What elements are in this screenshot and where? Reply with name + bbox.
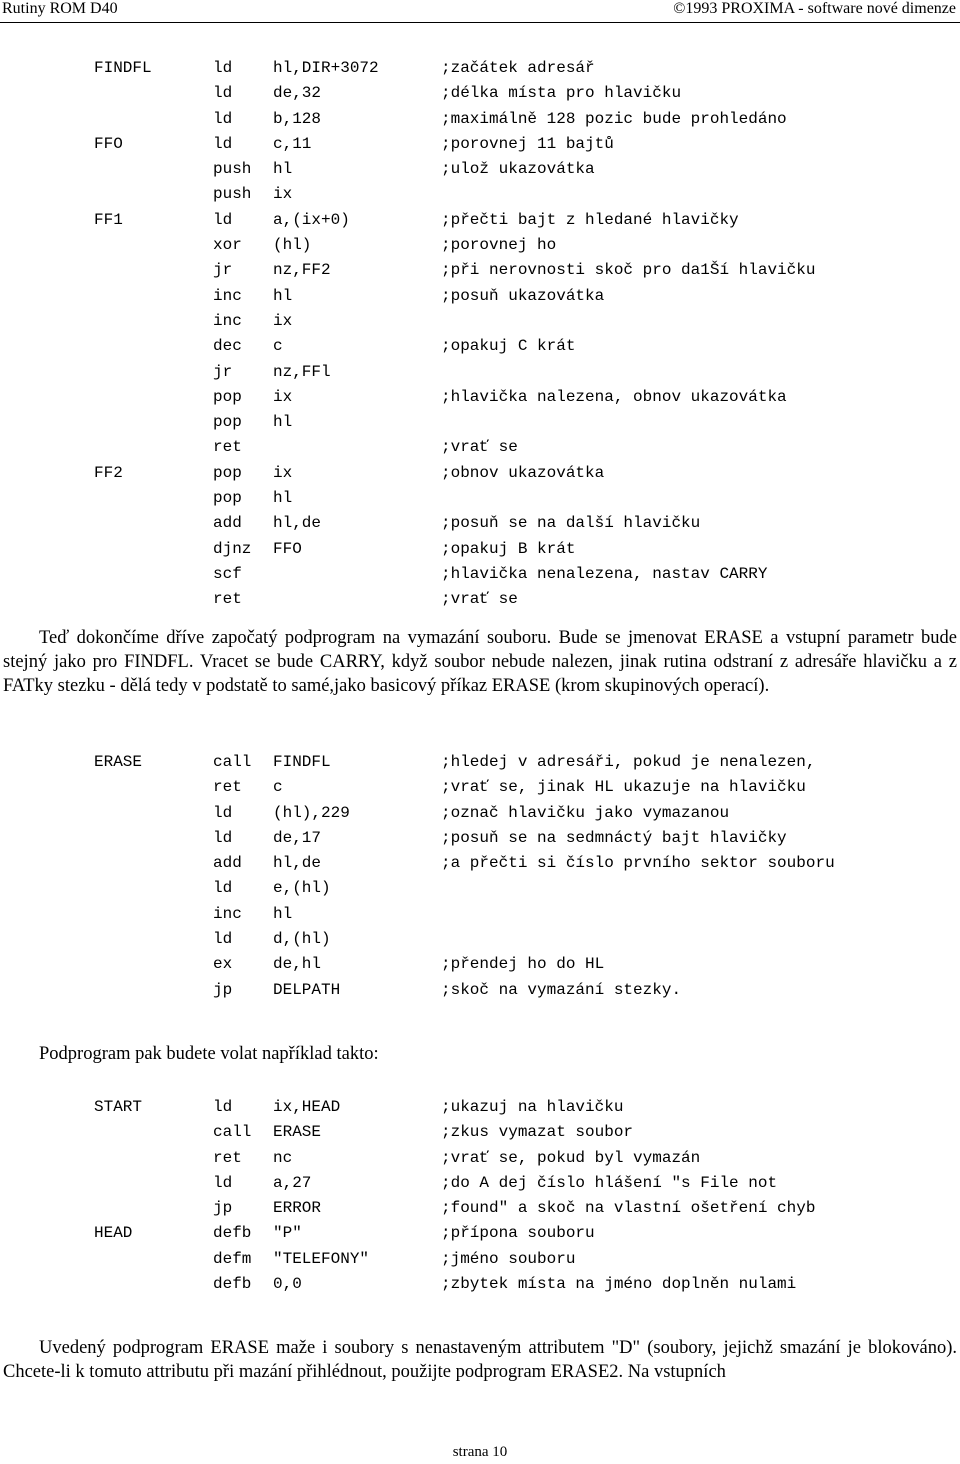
code-comment: ;zbytek místa na jméno doplněn nulami: [441, 1275, 797, 1294]
code-line: [0, 184, 960, 209]
paragraph-erase2: [3, 1336, 957, 1384]
code-label: FINDFL: [94, 59, 152, 77]
code-comment: ;přendej ho do HL: [441, 955, 605, 974]
code-label: FFO: [94, 134, 123, 153]
code-line: [0, 1198, 960, 1223]
code-opcode: ld: [213, 1173, 233, 1192]
code-opcode: ret: [213, 1148, 242, 1167]
code-line: [0, 1148, 960, 1173]
code-operand: de,32: [273, 84, 322, 103]
code-line: [0, 853, 960, 878]
code-line: [0, 828, 960, 853]
code-line: [0, 904, 960, 929]
code-operand: ix: [273, 463, 293, 482]
code-line: [0, 564, 960, 589]
code-opcode: dec: [213, 337, 242, 356]
code-operand: ix: [273, 387, 293, 406]
code-operand: ix,HEAD: [273, 1098, 341, 1116]
code-line: [0, 1223, 960, 1248]
code-block-findfl: [0, 58, 960, 615]
paragraph-erase-intro: [3, 626, 957, 698]
code-line: [0, 412, 960, 437]
code-opcode: ret: [213, 590, 242, 609]
code-line: [0, 286, 960, 311]
code-operand: nc: [273, 1148, 293, 1167]
code-operand: (hl): [273, 236, 312, 255]
code-line: [0, 58, 960, 83]
code-comment: ;a přečti si číslo prvního sektor souboru: [441, 854, 835, 873]
header-title: Rutiny ROM D40: [2, 0, 118, 17]
code-comment: ;vrať se, jinak HL ukazuje na hlavičku: [441, 778, 806, 797]
code-line: [0, 513, 960, 538]
paragraph-text: Teď dokončíme dříve započatý podprogram na vymazání souboru. Bude se jmenovat ERASE a vstupní parametr bude stejný jako pro FINDFL. Vracet se bude CARRY, když soubor nebude nalezen, jinak rutina odstraní z adresáře hlavičku a z FATky stezku - dělá tedy v podstatě to samé,jako basicový příkaz ERASE (krom skupinových operací).: [3, 628, 957, 696]
code-line: [0, 878, 960, 903]
code-operand: hl,de: [273, 854, 322, 873]
code-line: [0, 1173, 960, 1198]
code-opcode: pop: [213, 463, 242, 482]
code-comment: ;porovnej 11 bajtů: [441, 134, 614, 153]
code-label: HEAD: [94, 1224, 133, 1243]
code-comment: ;posuň ukazovátka: [441, 286, 605, 305]
code-comment: ;posuň se na další hlavičku: [441, 514, 701, 533]
code-comment: ;přečti bajt z hledané hlavičky: [441, 210, 739, 229]
code-operand: hl: [273, 489, 293, 508]
code-line: [0, 929, 960, 954]
code-operand: "P": [273, 1224, 302, 1243]
code-line: [0, 83, 960, 108]
code-label: START: [94, 1098, 143, 1116]
code-line: [0, 109, 960, 134]
code-line: [0, 1274, 960, 1299]
code-operand: nz,FFl: [273, 362, 331, 381]
code-block-start: [0, 1097, 960, 1299]
paragraph-text: Uvedený podprogram ERASE maže i soubory s nenastaveným attributem "D" (soubory, jejichž smazání je blokováno). Chcete-li k tomuto attributu při mazání přihlédnout, použijte podprogram ERASE2. Na vstupních: [3, 1338, 957, 1382]
code-line: [0, 159, 960, 184]
code-operand: de,hl: [273, 955, 322, 974]
code-label: FF1: [94, 210, 123, 229]
code-operand: a,27: [273, 1173, 312, 1192]
code-operand: hl: [273, 286, 293, 305]
code-comment: ;jméno souboru: [441, 1249, 576, 1268]
code-operand: 0,0: [273, 1275, 302, 1294]
code-line: [0, 362, 960, 387]
code-opcode: inc: [213, 286, 242, 305]
code-opcode: ld: [213, 879, 233, 898]
code-line: [0, 1122, 960, 1147]
code-line: [0, 752, 960, 777]
code-comment: ;vrať se: [441, 438, 518, 457]
code-opcode: inc: [213, 904, 242, 923]
code-opcode: djnz: [213, 539, 252, 558]
code-label: FF2: [94, 463, 123, 482]
code-comment: ;hledej v adresáři, pokud je nenalezen,: [441, 753, 816, 771]
code-opcode: ld: [213, 109, 233, 128]
code-operand: c,11: [273, 134, 312, 153]
code-opcode: jr: [213, 261, 233, 280]
code-operand: hl,DIR+3072: [273, 59, 379, 77]
paragraph-usage: [3, 1042, 957, 1066]
code-operand: FFO: [273, 539, 302, 558]
code-opcode: push: [213, 160, 252, 179]
code-comment: ;found" a skoč na vlastní ošetření chyb: [441, 1199, 816, 1218]
code-opcode: ret: [213, 778, 242, 797]
code-opcode: pop: [213, 387, 242, 406]
code-line: [0, 311, 960, 336]
code-operand: ix: [273, 311, 293, 330]
code-operand: c: [273, 337, 283, 356]
code-operand: hl: [273, 413, 293, 432]
code-opcode: pop: [213, 413, 242, 432]
code-comment: ;do A dej číslo hlášení "s File not: [441, 1173, 778, 1192]
code-comment: ;přípona souboru: [441, 1224, 595, 1243]
code-line: [0, 954, 960, 979]
code-opcode: ret: [213, 438, 242, 457]
code-operand: de,17: [273, 828, 322, 847]
code-line: [0, 1097, 960, 1122]
code-operand: ERROR: [273, 1199, 322, 1218]
code-comment: ;maximálně 128 pozic bude prohledáno: [441, 109, 787, 128]
code-operand: ERASE: [273, 1123, 322, 1142]
paragraph-text: Podprogram pak budete volat například takto:: [39, 1044, 379, 1064]
code-opcode: call: [213, 1123, 252, 1142]
code-comment: ;hlavička nenalezena, nastav CARRY: [441, 564, 768, 583]
code-comment: ;skoč na vymazání stezky.: [441, 980, 682, 999]
code-opcode: ld: [213, 84, 233, 103]
code-comment: ;při nerovnosti skoč pro da1Ší hlavičku: [441, 261, 816, 280]
code-opcode: ld: [213, 210, 233, 229]
code-opcode: jp: [213, 980, 233, 999]
code-opcode: jp: [213, 1199, 233, 1218]
code-operand: hl,de: [273, 514, 322, 533]
code-opcode: ld: [213, 1098, 233, 1116]
code-operand: e,(hl): [273, 879, 331, 898]
code-operand: "TELEFONY": [273, 1249, 370, 1268]
code-opcode: pop: [213, 489, 242, 508]
code-line: [0, 488, 960, 513]
code-operand: c: [273, 778, 283, 797]
code-opcode: scf: [213, 564, 242, 583]
code-operand: hl: [273, 904, 293, 923]
code-line: [0, 803, 960, 828]
code-operand: d,(hl): [273, 930, 331, 949]
code-line: [0, 777, 960, 802]
code-opcode: ld: [213, 803, 233, 822]
code-line: [0, 980, 960, 1005]
code-opcode: defb: [213, 1275, 252, 1294]
code-comment: ;zkus vymazat soubor: [441, 1123, 634, 1142]
code-comment: ;ukazuj na hlavičku: [441, 1098, 624, 1116]
code-line: [0, 437, 960, 462]
code-operand: nz,FF2: [273, 261, 331, 280]
code-line: [0, 387, 960, 412]
code-block-erase: [0, 752, 960, 1005]
code-opcode: add: [213, 514, 242, 533]
code-line: [0, 235, 960, 260]
code-opcode: jr: [213, 362, 233, 381]
code-line: [0, 463, 960, 488]
code-line: [0, 1249, 960, 1274]
code-line: [0, 589, 960, 614]
code-opcode: defb: [213, 1224, 252, 1243]
code-comment: ;začátek adresář: [441, 59, 595, 77]
code-operand: ix: [273, 185, 293, 204]
code-comment: ;obnov ukazovátka: [441, 463, 605, 482]
code-operand: a,(ix+0): [273, 210, 350, 229]
code-opcode: ld: [213, 930, 233, 949]
code-opcode: add: [213, 854, 242, 873]
page-number: strana 10: [452, 1444, 508, 1460]
code-line: [0, 210, 960, 235]
code-comment: ;opakuj B krát: [441, 539, 576, 558]
code-line: [0, 134, 960, 159]
code-operand: hl: [273, 160, 293, 179]
code-comment: ;hlavička nalezena, obnov ukazovátka: [441, 387, 787, 406]
code-opcode: xor: [213, 236, 242, 255]
code-line: [0, 539, 960, 564]
code-line: [0, 260, 960, 285]
page-header: [0, 0, 960, 23]
code-label: ERASE: [94, 753, 143, 771]
code-comment: ;opakuj C krát: [441, 337, 576, 356]
code-comment: ;posuň se na sedmnáctý bajt hlavičky: [441, 828, 787, 847]
code-opcode: ex: [213, 955, 233, 974]
code-opcode: push: [213, 185, 252, 204]
code-opcode: inc: [213, 311, 242, 330]
code-comment: ;porovnej ho: [441, 236, 557, 255]
code-comment: ;vrať se: [441, 590, 518, 609]
code-line: [0, 336, 960, 361]
code-operand: (hl),229: [273, 803, 350, 822]
code-opcode: ld: [213, 828, 233, 847]
code-operand: FINDFL: [273, 753, 331, 771]
code-operand: b,128: [273, 109, 322, 128]
code-comment: ;vrať se, pokud byl vymazán: [441, 1148, 701, 1167]
code-opcode: ld: [213, 59, 233, 77]
code-comment: ;označ hlavičku jako vymazanou: [441, 803, 730, 822]
code-comment: ;ulož ukazovátka: [441, 160, 595, 179]
code-opcode: call: [213, 753, 252, 771]
header-copyright: ©1993 PROXIMA - software nové dimenze: [673, 0, 956, 17]
code-opcode: defm: [213, 1249, 252, 1268]
code-operand: DELPATH: [273, 980, 341, 999]
code-comment: ;délka místa pro hlavičku: [441, 84, 682, 103]
code-opcode: ld: [213, 134, 233, 153]
